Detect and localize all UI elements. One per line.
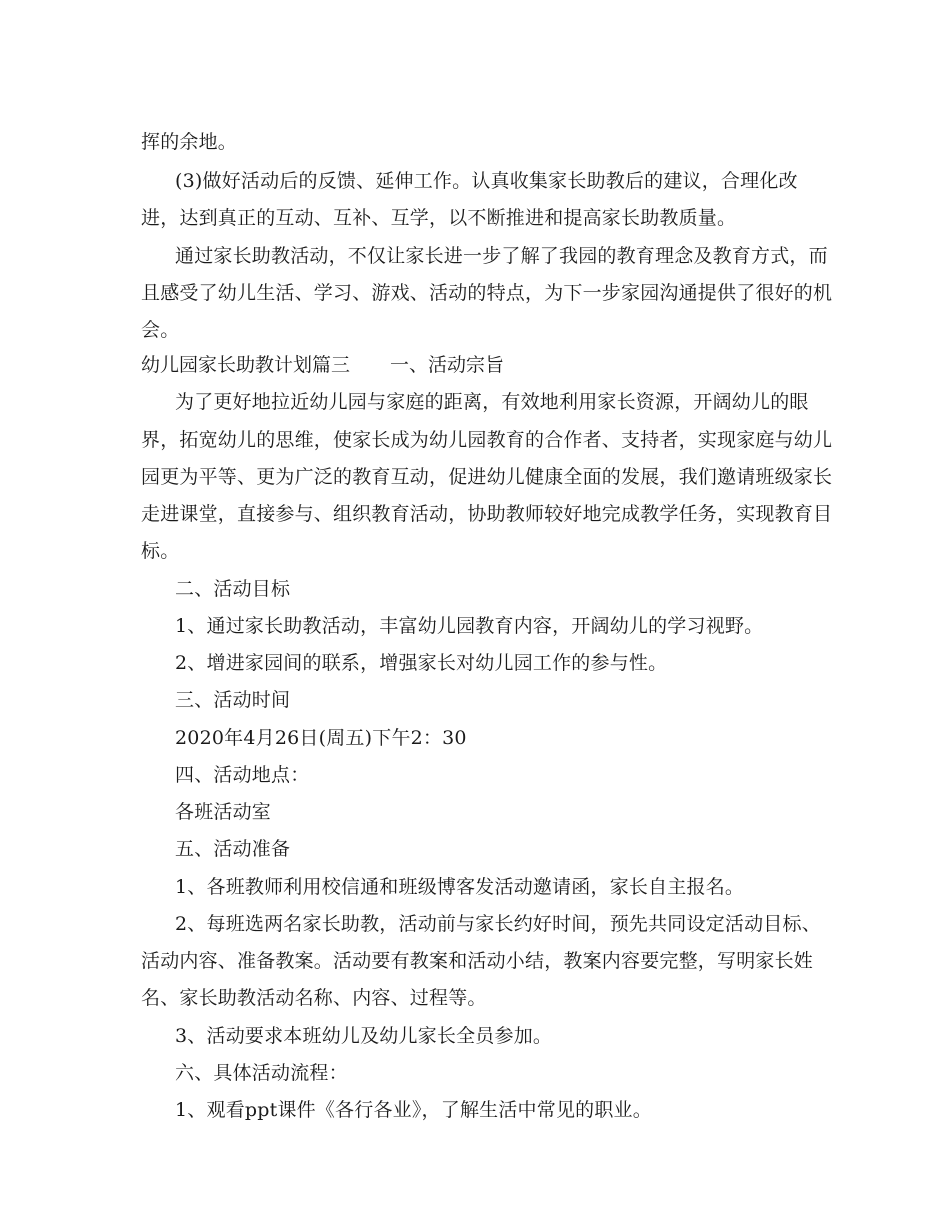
list-item: 3、活动要求本班幼儿及幼儿家长全员参加。 bbox=[175, 1025, 553, 1047]
paragraph-line: 界，拓宽幼儿的思维，使家长成为幼儿园教育的合作者、支持者，实现家庭与幼儿 bbox=[141, 429, 833, 451]
heading-process: 六、具体活动流程： bbox=[175, 1062, 348, 1084]
list-item: 1、各班教师利用校信通和班级博客发活动邀请函，家长自主报名。 bbox=[175, 876, 745, 898]
heading-preparation: 五、活动准备 bbox=[175, 838, 291, 860]
paragraph-line: 园更为平等、更为广泛的教育互动，促进幼儿健康全面的发展，我们邀请班级家长 bbox=[141, 466, 833, 488]
paragraph-line: 通过家长助教活动，不仅让家长进一步了解了我园的教育理念及教育方式，而 bbox=[175, 245, 828, 267]
event-datetime: 2020年4月26日(周五)下午2：30 bbox=[175, 727, 467, 749]
paragraph-line: 标。 bbox=[141, 540, 180, 562]
heading-goals: 二、活动目标 bbox=[175, 578, 291, 600]
paragraph-line: 活动内容、准备教案。活动要有教案和活动小结，教案内容要完整，写明家长姓 bbox=[141, 950, 814, 972]
heading-time: 三、活动时间 bbox=[175, 689, 291, 711]
heading-location: 四、活动地点： bbox=[175, 764, 310, 786]
list-item: 2、增进家园间的联系，增强家长对幼儿园工作的参与性。 bbox=[175, 652, 668, 674]
paragraph-line: 为了更好地拉近幼儿园与家庭的距离，有效地利用家长资源，开阔幼儿的眼 bbox=[175, 391, 809, 413]
list-item: 2、每班选两名家长助教，活动前与家长约好时间，预先共同设定活动目标、 bbox=[175, 913, 821, 935]
section-title: 幼儿园家长助教计划篇三 bbox=[141, 354, 351, 376]
paragraph-line: 走进课堂，直接参与、组织教育活动，协助教师较好地完成教学任务，实现教育目 bbox=[141, 503, 833, 525]
list-item: 1、通过家长助教活动，丰富幼儿园教育内容，开阔幼儿的学习视野。 bbox=[175, 615, 764, 637]
paragraph-line: (3)做好活动后的反馈、延伸工作。认真收集家长助教后的建议，合理化改 bbox=[175, 170, 798, 192]
paragraph-line: 进，达到真正的互动、互补、互学，以不断推进和提高家长助教质量。 bbox=[141, 207, 737, 229]
paragraph-line: 名、家长助教活动名称、内容、过程等。 bbox=[141, 987, 487, 1009]
paragraph-line: 会。 bbox=[141, 319, 180, 341]
list-item: 1、观看ppt课件《各行各业》，了解生活中常见的职业。 bbox=[175, 1099, 652, 1121]
paragraph-line: 且感受了幼儿生活、学习、游戏、活动的特点，为下一步家园沟通提供了很好的机 bbox=[141, 282, 833, 304]
event-location: 各班活动室 bbox=[175, 801, 272, 823]
section-heading bbox=[141, 353, 504, 377]
section-subtitle: 一、活动宗旨 bbox=[390, 354, 505, 376]
paragraph-line: 挥的余地。 bbox=[141, 131, 238, 153]
